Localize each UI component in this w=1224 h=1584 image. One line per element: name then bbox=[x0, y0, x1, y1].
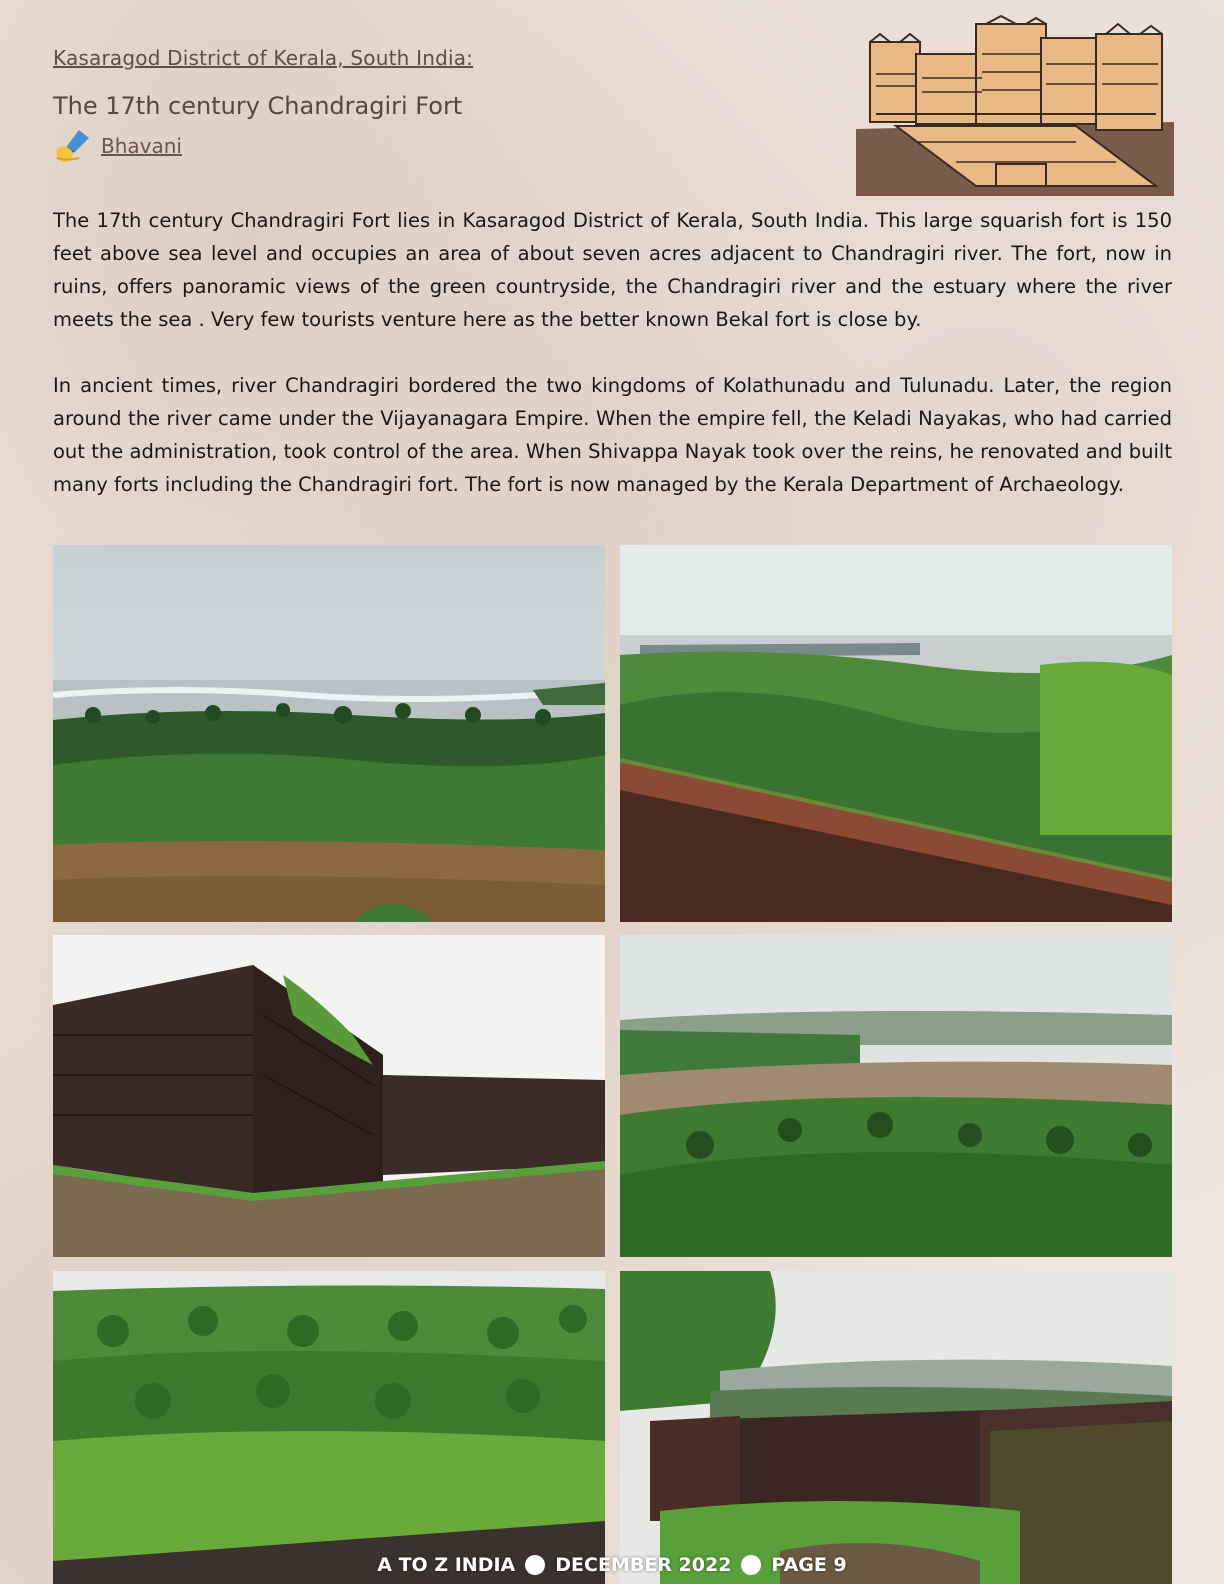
article-paragraph: The 17th century Chandragiri Fort lies in Kasaragod District of Kerala, South India. This large squarish fort is 150 feet above sea level and occupies an area of about seven acres adjacent to Chandragiri river. The fort, now in ruins, offers panoramic views of the green countryside, the Chandragiri river and the estuary where the river meets the sea . Very few tourists venture here as the better known Bekal fort is close by. bbox=[53, 209, 1172, 331]
photo-river-view bbox=[620, 935, 1172, 1257]
byline bbox=[53, 128, 182, 164]
author-link[interactable]: Bhavani bbox=[101, 134, 182, 158]
fort-illustration bbox=[856, 14, 1174, 196]
bullet-dot-icon bbox=[741, 1555, 761, 1575]
footer-magazine: A TO Z INDIA bbox=[377, 1554, 516, 1576]
bullet-dot-icon bbox=[525, 1555, 545, 1575]
article-title: The 17th century Chandragiri Fort bbox=[53, 92, 463, 120]
page-footer bbox=[0, 1550, 1224, 1580]
photo-fort-bastion bbox=[53, 935, 605, 1257]
photo-wall-palms bbox=[620, 545, 1172, 922]
photo-coconut-forest bbox=[53, 1271, 605, 1584]
writing-hand-icon bbox=[53, 128, 91, 164]
footer-page-number: PAGE 9 bbox=[771, 1554, 847, 1576]
photo-estuary-sea bbox=[53, 545, 605, 922]
footer-issue: DECEMBER 2022 bbox=[555, 1554, 732, 1576]
photo-curved-wall bbox=[620, 1271, 1172, 1584]
article-paragraph: In ancient times, river Chandragiri bordered the two kingdoms of Kolathunadu and Tulunadu. Later, the region around the river came under the Vijayanagara Empire. When the empire fell, the Keladi Nayakas, who had carried out the administration, took control of the area. When Shivappa Nayak took over the reins, he renovated and built many forts including the Chandragiri fort. The fort is now managed by the Kerala Department of Archaeology. bbox=[53, 374, 1172, 496]
section-kicker: Kasaragod District of Kerala, South India: bbox=[53, 46, 474, 70]
